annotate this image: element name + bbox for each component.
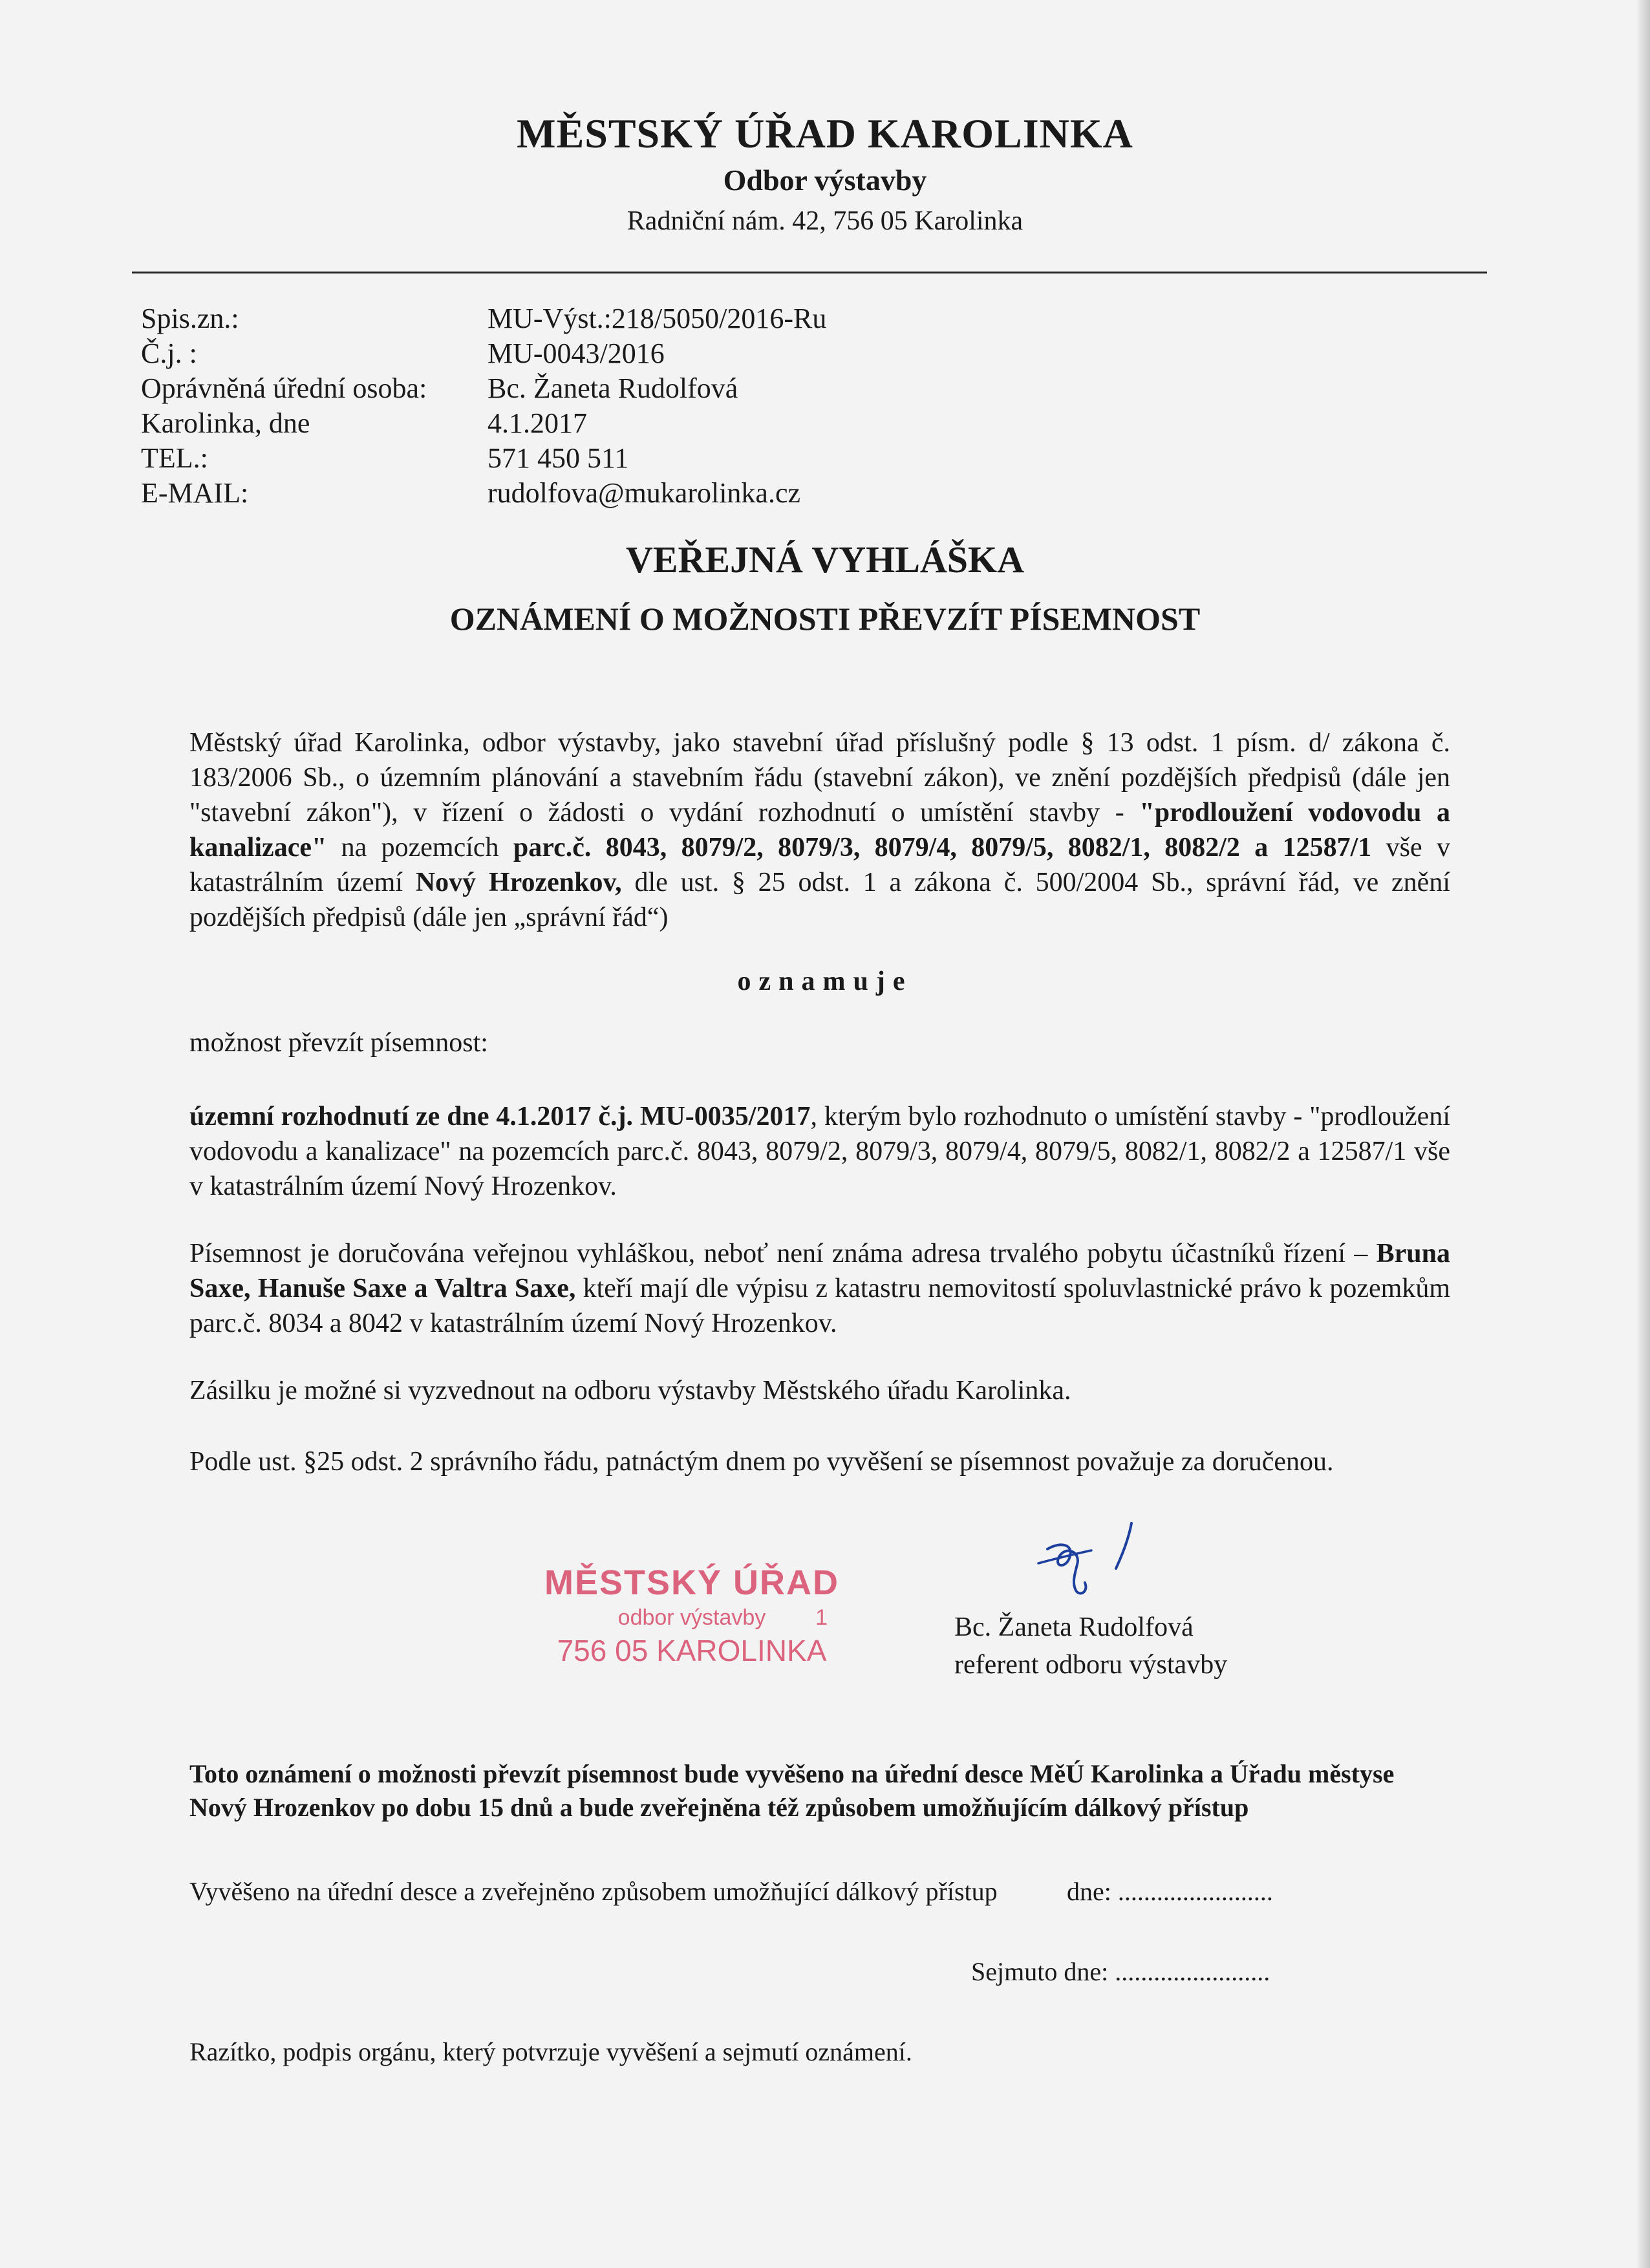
reference-label: TEL.: (141, 442, 208, 474)
intro-text: vše v katastrálním území (189, 833, 1450, 897)
announces-heading: oznamuje (737, 967, 913, 996)
document-subtitle: OZNÁMENÍ O MOŽNOSTI PŘEVZÍT PÍSEMNOST (449, 601, 1201, 637)
office-stamp (543, 1562, 841, 1669)
decision-text: , kterým bylo rozhodnuto o umístění stavby - "prodloužení vodovodu a kanalizace" na pozemcích parc.č. 8043, 8079/2, 8079/3, 8079/4, 8079/5, 8082/1, 8082/2 a 12587/1 vše v katastrálním území Nový Hrozenkov. (189, 1102, 1450, 1201)
reference-row (141, 476, 1111, 511)
stamp-line (543, 1603, 841, 1632)
reference-value: Bc. Žaneta Rudolfová (488, 372, 738, 404)
reference-label: E-MAIL: (141, 477, 249, 509)
intro-paragraph (189, 725, 1450, 935)
legal-paragraph: Podle ust. §25 odst. 2 správního řádu, patnáctým dnem po vyvěšení se písemnost považuje za doručenou. (189, 1447, 1334, 1477)
delivery-paragraph (189, 1236, 1450, 1341)
department-name: Odbor výstavby (723, 164, 927, 197)
reference-value: MU-Výst.:218/5050/2016-Ru (488, 303, 827, 334)
delivery-text: Písemnost je doručována veřejnou vyhláškou, neboť není známa adresa trvalého pobytu účastníků řízení – (189, 1239, 1377, 1268)
project-name: "prodloužení vodovodu a kanalizace" (189, 798, 1450, 862)
reference-block (141, 301, 1111, 511)
posting-notice: Toto oznámení o možnosti převzít písemnost bude vyvěšeno na úřední desce MěÚ Karolinka a Úřadu městyse Nový Hrozenkov po dobu 15 dnů a bude zveřejněna též způsobem umožňujícím dálkový přístup (189, 1759, 1395, 1822)
stamp-note: Razítko, podpis orgánu, který potvrzuje vyvěšení a sejmutí oznámení. (189, 2037, 912, 2066)
intro-text: Městský úřad Karolinka, odbor výstavby, jako stavební úřad příslušný podle § 13 odst. 1 písm. d/ zákona č. 183/2006 Sb., o územním plánování a stavebním řádu (stavební zákon), ve znění pozdějších předpisů (dále jen "stavební zákon"), v řízení o žádosti o vydání rozhodnutí o umístění stavby - (189, 728, 1450, 828)
reference-row (141, 371, 1111, 406)
reference-label: Spis.zn.: (141, 303, 239, 334)
removed-date-field: Sejmuto dne: ........................ (971, 1957, 1270, 1986)
decision-reference: územní rozhodnutí ze dne 4.1.2017 č.j. MU-0035/2017 (189, 1102, 811, 1131)
collection-paragraph: Zásilku je možné si vyzvednout na odboru výstavby Městského úřadu Karolinka. (189, 1376, 1071, 1406)
reference-label: Karolinka, dne (141, 407, 310, 439)
reference-row (141, 336, 1111, 371)
delivery-text: kteří mají dle výpisu z katastru nemovitostí spoluvlastnické právo k pozemkům parc.č. 8034 a 8042 v katastrálním území Nový Hrozenkov. (189, 1274, 1450, 1338)
stamp-line: 756 05 KAROLINKA (557, 1634, 827, 1667)
signer-name: Bc. Žaneta Rudolfová (954, 1612, 1194, 1642)
reference-row (141, 406, 1111, 441)
reference-value: MU-0043/2016 (488, 337, 665, 369)
recipients: Bruna Saxe, Hanuše Saxe a Valtra Saxe, (189, 1239, 1450, 1303)
office-name: MĚSTSKÝ ÚŘAD KAROLINKA (517, 111, 1133, 156)
parcel-list: parc.č. 8043, 8079/2, 8079/3, 8079/4, 8079/5, 8082/1, 8082/2 a 12587/1 (513, 833, 1372, 862)
reference-value: 4.1.2017 (488, 407, 587, 439)
reference-row (141, 441, 1111, 476)
stamp-department: odbor výstavby (617, 1605, 766, 1630)
intro-text: dle ust. § 25 odst. 1 a zákona č. 500/2004 Sb., správní řád, ve znění pozdějších předpisů (dále jen „správní řád“) (189, 868, 1450, 932)
signer-role: referent odboru výstavby (954, 1650, 1228, 1680)
header-divider (132, 272, 1487, 273)
reference-value: rudolfova@mukarolinka.cz (488, 477, 801, 509)
pickup-paragraph: možnost převzít písemnost: (189, 1028, 488, 1058)
posted-label: Vyvěšeno na úřední desce a zveřejněno způsobem umožňující dálkový přístup (189, 1877, 998, 1906)
reference-value: 571 450 511 (488, 442, 629, 474)
reference-label: Č.j. : (141, 337, 197, 369)
handwritten-signature (1034, 1518, 1190, 1602)
posted-date-field: dne: ........................ (1067, 1877, 1273, 1906)
reference-row (141, 301, 1111, 336)
signer-block (954, 1609, 1227, 1684)
intro-text: na pozemcích (327, 833, 513, 862)
decision-paragraph (189, 1099, 1450, 1204)
stamp-line: MĚSTSKÝ ÚŘAD (544, 1563, 840, 1602)
office-address: Radniční nám. 42, 756 05 Karolinka (627, 206, 1023, 236)
stamp-number: 1 (815, 1605, 828, 1630)
page-edge-shadow (1636, 0, 1650, 2268)
document-title: VEŘEJNÁ VYHLÁŠKA (625, 539, 1025, 581)
reference-label: Oprávněná úřední osoba: (141, 372, 427, 404)
cadastral-area: Nový Hrozenkov, (415, 868, 622, 897)
